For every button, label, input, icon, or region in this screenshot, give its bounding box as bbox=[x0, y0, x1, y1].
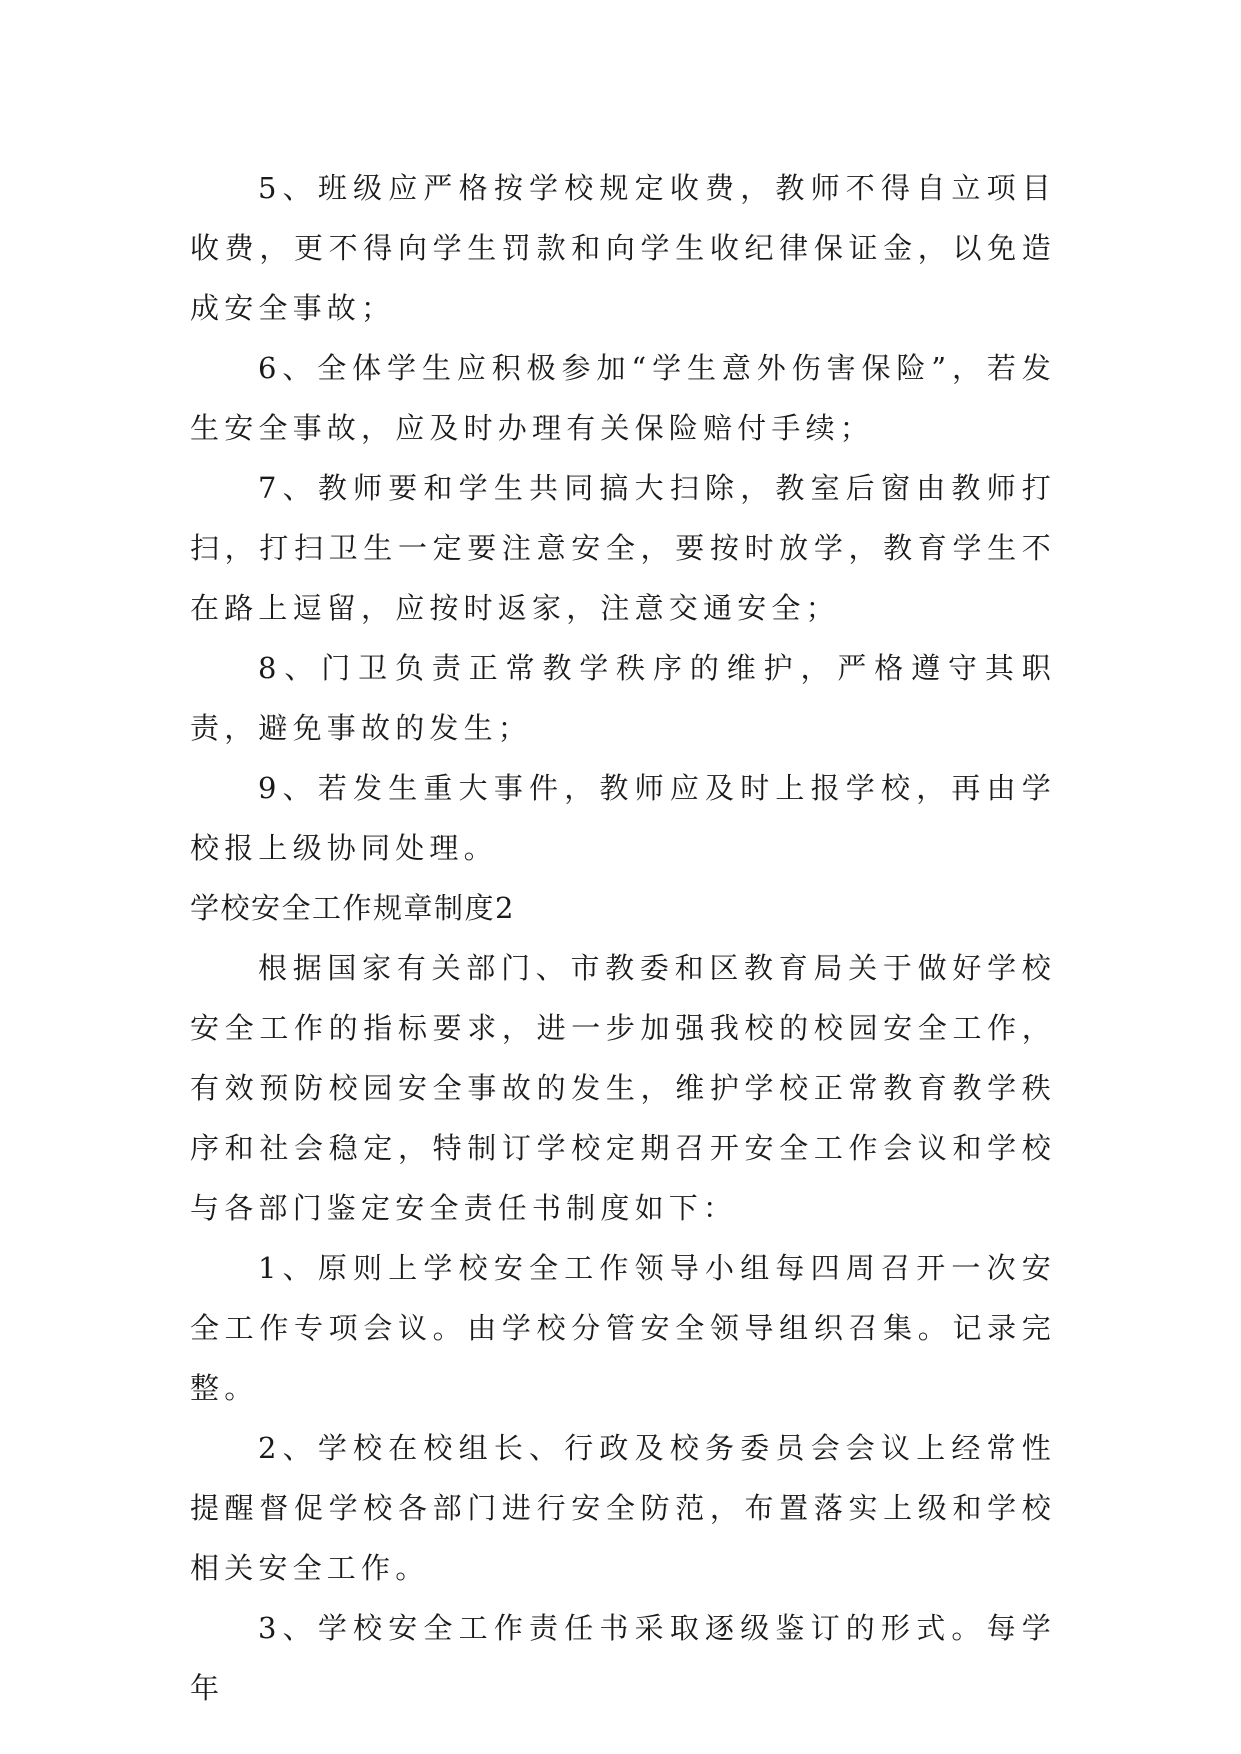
paragraph-item-6: 6、全体学生应积极参加“学生意外伤害保险”，若发生安全事故，应及时办理有关保险赔付手续； bbox=[190, 351, 1056, 445]
paragraph-item-9: 9、若发生重大事件，教师应及时上报学校，再由学校报上级协同处理。 bbox=[190, 771, 1056, 865]
paragraph-rule-3: 3、学校安全工作责任书采取逐级鉴订的形式。每学年 bbox=[190, 1611, 1056, 1705]
document-page bbox=[190, 158, 1056, 1718]
paragraph-rule-1: 1、原则上学校安全工作领导小组每四周召开一次安全工作专项会议。由学校分管安全领导组织召集。记录完整。 bbox=[190, 1251, 1056, 1405]
paragraph-item-8: 8、门卫负责正常教学秩序的维护，严格遵守其职责，避免事故的发生； bbox=[190, 651, 1056, 745]
paragraph-intro: 根据国家有关部门、市教委和区教育局关于做好学校安全工作的指标要求，进一步加强我校的校园安全工作，有效预防校园安全事故的发生，维护学校正常教育教学秩序和社会稳定，特制订学校定期召开安全工作会议和学校与各部门鉴定安全责任书制度如下： bbox=[190, 951, 1056, 1225]
section-heading: 学校安全工作规章制度2 bbox=[190, 891, 515, 925]
paragraph-item-7: 7、教师要和学生共同搞大扫除，教室后窗由教师打扫，打扫卫生一定要注意安全，要按时放学，教育学生不在路上逗留，应按时返家，注意交通安全； bbox=[190, 471, 1056, 625]
paragraph-rule-2: 2、学校在校组长、行政及校务委员会会议上经常性提醒督促学校各部门进行安全防范，布置落实上级和学校相关安全工作。 bbox=[190, 1431, 1056, 1585]
paragraph-item-5: 5、班级应严格按学校规定收费，教师不得自立项目收费，更不得向学生罚款和向学生收纪律保证金，以免造成安全事故； bbox=[190, 171, 1056, 325]
